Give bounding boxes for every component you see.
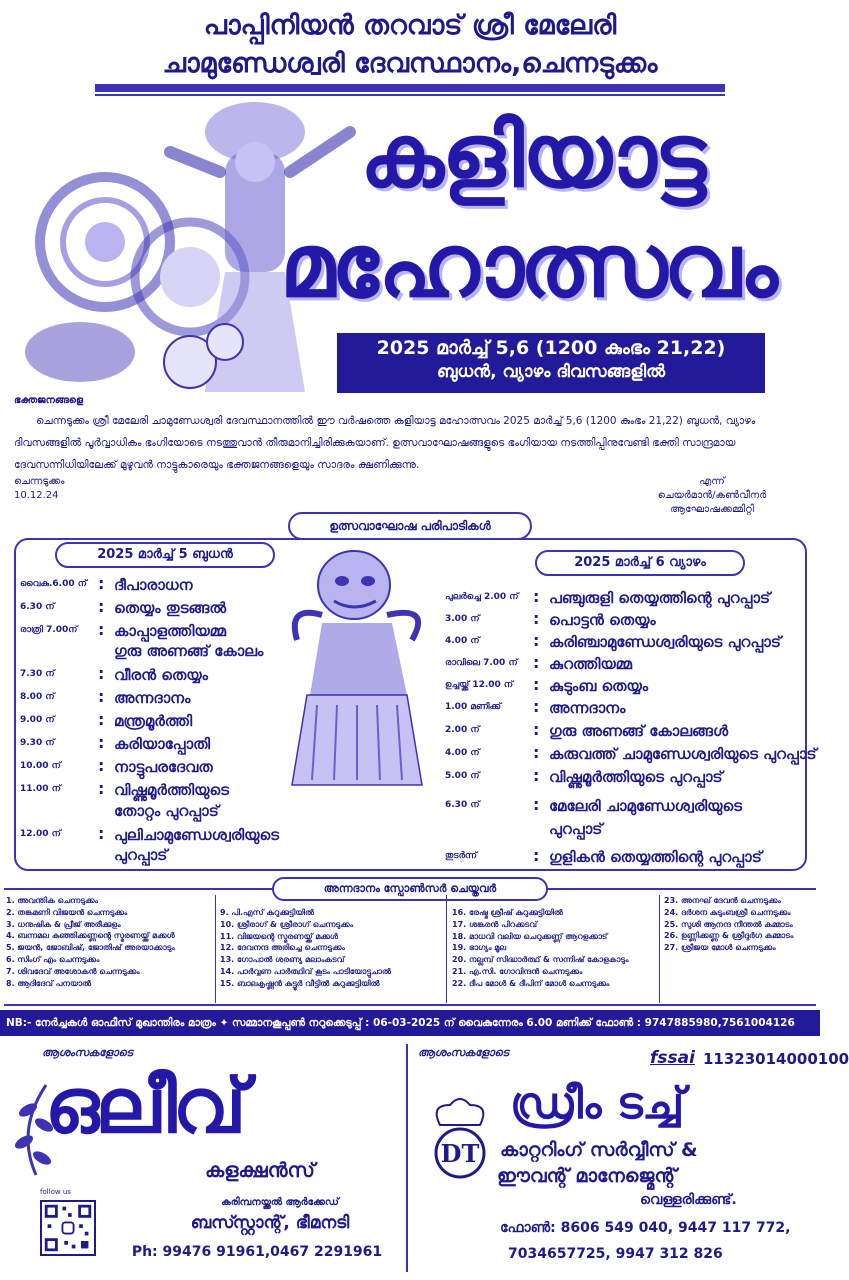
schedule-time: 4.00 ന് [445, 748, 480, 758]
schedule-time: 6.30 ന് [445, 800, 480, 810]
olive-phone: Ph: 99476 91961,0467 2291961 [131, 1244, 383, 1260]
schedule-time: 2.00 ന് [445, 725, 480, 735]
schedule-time: രാവിലെ 7.00 ന് [445, 658, 518, 668]
schedule-event: കുറത്തിയമ്മ [549, 655, 633, 673]
day1-heading: 2025 മാർച്ച് 5 ബുധൻ [55, 542, 275, 568]
olive-collections: കളക്ഷൻസ് [205, 1158, 315, 1182]
schedule-row: 9.30 ന് : കരിയാപ്പോതി [20, 733, 211, 753]
schedule-row: വൈകു.6.00 ന് : ദീപാരാധന [20, 574, 193, 594]
schedule-time: വൈകു.6.00 ന് [20, 579, 87, 589]
sponsor-entry: 1. അവന്തിക ചെന്നടുക്കം [6, 896, 98, 905]
sponsor-entry: 19. ഭാഗ്യം മൂല [452, 943, 507, 953]
sponsor-entry: 27. ശ്രീജയ മോൾ ചെന്നടുക്കം [664, 943, 776, 953]
schedule-event: വിഷ്ണുമൂർത്തിയുടെ പുറപ്പാട് [549, 768, 723, 786]
schedule-time: 6.30 ന് [20, 602, 55, 612]
schedule-event: കരുവത്ത് ചാമുണ്ഡേശ്വരിയുടെ പുറപ്പാട് [549, 745, 817, 763]
schedule-event: തോറ്റം പുറപ്പാട് [114, 802, 219, 820]
catering-phone-line2: 7034657725, 9947 312 826 [508, 1246, 723, 1262]
schedule-row [20, 640, 263, 662]
schedule-row: 6.30 ന് : മേലേരി ചാമുണ്ഡേശ്വരിയുടെ [445, 795, 742, 815]
place-date [14, 475, 64, 503]
schedule-time: തുടർന്ന് [445, 851, 478, 861]
sponsor-entry: 16. രേഷ്മ ശ്രീഷ് കുറുക്കുട്ടിയിൽ [452, 908, 563, 917]
nb-notice-bar: NB:- നേർച്ചകൾ ഓഫീസ് മുഖാന്തിരം മാത്രം ✦ സമ്മാനകൂപ്പൺ നറുക്കെടുപ്പ് : 06-03-2025 ന് വൈകുന്നേരം 6.00 മണിക്ക് ഫോൺ : 9747885980,7561004126 [0, 1010, 820, 1036]
schedule-event: വിഷ്ണുമൂർത്തിയുടെ [114, 781, 230, 799]
schedule-time [20, 844, 98, 849]
notice-date: 10.12.24 [14, 490, 59, 501]
schedule-time: പുലർച്ചെ 2.00 ന് [445, 592, 519, 602]
compliments-right: ആശംസകളോടെ [418, 1046, 509, 1059]
schedule-event: കരിഞ്ചാമുണ്ഡേശ്വരിയുടെ പുറപ്പാട് [549, 633, 781, 651]
olive-brand: ഒലീവ് [45, 1061, 243, 1150]
sponsor-entry: 3. ധനുഷിക & പ്രീജ് അരീക്കുളം [6, 919, 121, 929]
schedule-row: 4.00 ന് : കരിഞ്ചാമുണ്ഡേശ്വരിയുടെ പുറപ്പാട് [445, 631, 781, 651]
ads-divider [406, 1044, 408, 1272]
temple-name-line1: പാപ്പിനിയൻ തറവാട് ശ്രീ മേലേരി [203, 10, 617, 41]
schedule-event: അന്നദാനം [549, 699, 626, 717]
schedule-time [445, 818, 533, 823]
sign-role: ചെയർമാൻ/കൺവീനർ [657, 490, 767, 501]
sponsor-entry: 18. മാധവി വലിയ ചെറുക്കണ്ണ് ആറളക്കാട് [452, 931, 608, 941]
sign-prefix: എന്ന് [699, 476, 725, 487]
festival-title-word2: മഹോത്സവം [280, 214, 774, 317]
schedule-row: 8.00 ന് : അന്നദാനം [20, 687, 191, 707]
schedule-row: 9.00 ന് : മന്ത്രമൂർത്തി [20, 710, 193, 730]
sponsors-column-4 [664, 895, 816, 954]
olive-address-line2: ബസ്സ്റ്റാന്റ്, ഭീമനടി [190, 1213, 350, 1233]
sponsors-divider [446, 895, 447, 1003]
catering-place: വെള്ളരിക്കുണ്ട്. [640, 1192, 737, 1208]
sponsor-entry: 9. പി.എസ് കുറുക്കുട്ടിയിൽ [220, 908, 314, 917]
sponsor-entry: 2. തങ്കമണി വിജയൻ ചെന്നടുക്കം [6, 907, 128, 917]
schedule-row: രാവിലെ 7.00 ന് : കുറത്തിയമ്മ [445, 653, 633, 673]
sponsor-entry: 23. അനഘ് ദേവൻ ചെന്നടുക്കം [664, 896, 781, 905]
sponsor-entry: 4. ബന്നമല കുഞ്ഞിക്കണ്ണന്റെ സ്മരണയ്ക്ക് മക്കൾ [6, 931, 175, 941]
catering-phone-line1: ഫോൺ: 8606 549 040, 9447 117 772, [500, 1220, 791, 1236]
schedule-row: 2.00 ന് : ഗുരു അണങ്ങ് കോലങ്ങൾ [445, 720, 729, 740]
sponsor-entry: 15. ബാലകൃഷ്ണൻ കുട്ടൂർ വീട്ടിൽ കുറുക്കുട്ടിയിൽ [220, 978, 380, 988]
festival-date: 2025 മാർച്ച് 5,6 (1200 കുംഭം 21,22) [376, 337, 726, 359]
schedule-row [20, 800, 219, 822]
schedule-time: 9.30 ന് [20, 738, 55, 748]
sponsors-column-2 [220, 907, 445, 990]
schedule-row: 4.00 ന് : കരുവത്ത് ചാമുണ്ഡേശ്വരിയുടെ പുറപ്പാട് [445, 743, 817, 763]
greeting: ഭക്തജനങ്ങളെ [14, 395, 84, 406]
sponsor-entry: 22. ദീപ മോൾ & ദീപിന് മോൾ ചെന്നടുക്കം [452, 978, 610, 988]
schedule-time: 5.00 ന് [445, 771, 480, 781]
schedule-event: വീരൻ തെയ്യം [114, 666, 208, 684]
sponsor-entry: 25. സുശി ആനന്ദ നീന്തൽ കമ്മാടം [664, 919, 793, 929]
sponsor-entry: 6. സിംഗ് എം ചെന്നടുക്കം [6, 954, 100, 964]
schedule-row: ഉച്ചയ്ക്ക് 12.00 ന് : കുടുംബ തെയ്യം [445, 675, 649, 695]
qr-code-icon [40, 1200, 96, 1256]
schedule-time: 8.00 ന് [20, 692, 55, 702]
catering-line2: ഈവന്റ് മാനേജ്മെന്റ് [497, 1165, 677, 1187]
follow-us-label: follow us [40, 1188, 71, 1196]
dream-touch-brand: ഡ്രീം ടച്ച് [510, 1078, 685, 1129]
temple-name-line2: ചാമുണ്ഡേശ്വരി ദേവസ്ഥാനം,ചെന്നടുക്കം [162, 48, 658, 79]
schedule-time [20, 800, 98, 805]
schedule-row: 3.00 ന് : പൊട്ടൻ തെയ്യം [445, 609, 656, 629]
schedule-time: 4.00 ന് [445, 636, 480, 646]
sponsor-entry: 21. എ.സി. ഗോവിന്ദൻ ചെന്നടുക്കം [452, 966, 583, 976]
schedule-row: പുലർച്ചെ 2.00 ന് : പഞ്ചുരുളി തെയ്യത്തിന്റെ പുറപ്പാട് [445, 587, 771, 607]
schedule-event: കരിയാപ്പോതി [114, 735, 211, 753]
schedule-time: ഉച്ചയ്ക്ക് 12.00 ന് [445, 680, 514, 690]
schedule-event: പുറപ്പാട് [549, 820, 603, 838]
festival-days: ബുധൻ, വ്യാഴം ദിവസങ്ങളിൽ [436, 362, 666, 382]
program-title: ഉത്സവാഘോഷ പരിപാടികൾ [288, 512, 532, 540]
schedule-event: പൊട്ടൻ തെയ്യം [549, 611, 656, 629]
schedule-event: ഗുളികൻ തെയ്യത്തിന്റെ പുറപ്പാട് [549, 848, 762, 866]
schedule-time: രാത്രി 7.00ന് [20, 625, 78, 635]
schedule-row: 11.00 ന് : വിഷ്ണുമൂർത്തിയുടെ [20, 779, 230, 799]
schedule-event: പഞ്ചുരുളി തെയ്യത്തിന്റെ പുറപ്പാട് [549, 589, 771, 607]
signature-block [612, 475, 812, 517]
schedule-event: മേലേരി ചാമുണ്ഡേശ്വരിയുടെ [549, 797, 742, 815]
theyyam-figure-image [282, 545, 440, 790]
schedule-row: 1.00 മണിക്ക് : അന്നദാനം [445, 697, 626, 717]
schedule-row: 7.30 ന് : വീരൻ തെയ്യം [20, 664, 208, 684]
schedule-time [20, 640, 98, 645]
schedule-time: 12.00 ന് [20, 829, 61, 839]
schedule-event: അന്നദാനം [114, 689, 191, 707]
schedule-row: 12.00 ന് : പുലിചാമുണ്ഡേശ്വരിയുടെ [20, 824, 279, 844]
schedule-time: 10.00 ന് [20, 761, 61, 771]
sponsor-entry: 10. ശ്രീരാഗ് & ശ്രീരാഗ് ചെന്നടുക്കം [220, 919, 354, 929]
schedule-row [20, 844, 167, 866]
catering-line1: കാറ്ററിംഗ് സർവ്വീസ് & [500, 1139, 698, 1161]
svg-text:DT: DT [440, 1139, 480, 1168]
schedule-event: മന്ത്രമൂർത്തി [114, 712, 193, 730]
schedule-event: ഗുരു അണങ്ങ് കോലം [114, 642, 264, 660]
compliments-left: ആശംസകളോടെ [42, 1046, 133, 1059]
sponsor-entry: 20. നല്ലമ്പ് സിദ്ധാർത്ഥ് & സന്നിഷ് കോളകാടും [452, 955, 629, 965]
sign-committee: ആഘോഷക്കമ്മിറ്റി [670, 504, 754, 515]
schedule-time: 7.30 ന് [20, 669, 55, 679]
sponsor-entry: 8. ആദിദേവ് പനയാൽ [6, 978, 92, 988]
schedule-row [445, 818, 602, 840]
olive-address-line1: കരിമ്പനയ്ക്കൽ ആർക്കേഡ് [221, 1197, 339, 1208]
schedule-event: ദീപാരാധന [114, 576, 193, 594]
schedule-row: 10.00 ന് : നാട്ടുപരദേവത [20, 756, 213, 776]
sponsor-entry: 24. ദർശന കുടുംബശ്രീ ചെന്നടുക്കം [664, 907, 791, 917]
sponsor-entry: 14. പാർവ്വണ പാർത്ഥിവ് കൂടം പാടിയോട്ടുചാൽ [220, 966, 391, 976]
schedule-event: പുലിചാമുണ്ഡേശ്വരിയുടെ [114, 826, 279, 844]
schedule-time: 9.00 ന് [20, 715, 55, 725]
fssai-label: fssai [650, 1048, 695, 1068]
day2-heading: 2025 മാർച്ച് 6 വ്യാഴം [535, 550, 745, 576]
schedule-time: 1.00 മണിക്ക് [445, 702, 502, 712]
header-divider [95, 84, 725, 92]
sponsor-entry: 5. ജയൻ, ജോബിഷ്, ജോതിഷ് അരയാക്കാടും [6, 943, 175, 953]
sponsors-column-1 [6, 895, 211, 989]
schedule-time: 3.00 ന് [445, 614, 480, 624]
fssai-number: 11323014000100 [703, 1050, 849, 1068]
chef-hat-icon [425, 1095, 495, 1185]
sponsors-title: അന്നദാനം സ്പോൺസർ ചെയ്തവർ [272, 877, 548, 901]
schedule-row: 6.30 ന് : തെയ്യം തുടങ്ങൽ [20, 597, 227, 617]
festival-title-word1: കളിയാട്ട [360, 104, 704, 207]
sponsor-entry: 13. ഗോപാൽ ശരണ്യ മലാംകടവ് [220, 955, 345, 965]
sponsor-entry: 7. ശിവദേവ് അശോകൻ ചെന്നടുക്കം [6, 966, 140, 976]
schedule-event: പുറപ്പാട് [114, 846, 168, 864]
schedule-event: കുടുംബ തെയ്യം [549, 677, 649, 695]
schedule-row: 5.00 ന് : വിഷ്ണുമൂർത്തിയുടെ പുറപ്പാട് [445, 766, 723, 786]
schedule-event: കാപ്പാളത്തിയമ്മ [114, 622, 227, 640]
invitation-paragraph: ചെന്നടുക്കം ശ്രീ മേലേരി ചാമുണ്ഡേശ്വരി ദേവസ്ഥാനത്തിൽ ഈ വർഷത്തെ കളിയാട്ട മഹോത്സവം 2025 മാർച്ച് 5,6 (1200 കുംഭം 21,22) ബുധൻ, വ്യാഴം ദിവസങ്ങളിൽ പൂർവ്വാധികം ഭംഗിയോടെ നടത്തുവാൻ തീരുമാനിച്ചിരിക്കുകയാണ്. ഉത്സവാഘോഷങ്ങളുടെ ഭംഗിയായ നടത്തിപ്പിനുവേണ്ടി ഭക്തി സാന്ദ്രമായ ദേവസന്നിധിയിലേക്ക് മുഴുവൻ നാട്ടുകാരെയും ഭക്തജനങ്ങളെയും സാദരം ക്ഷണിക്കുന്നു. [14, 415, 756, 471]
schedule-row: തുടർന്ന് : ഗുളികൻ തെയ്യത്തിന്റെ പുറപ്പാട് [445, 846, 762, 866]
schedule-event: തെയ്യം തുടങ്ങൽ [114, 599, 227, 617]
place: ചെന്നടുക്കം [14, 476, 65, 487]
sponsors-column-3 [452, 907, 657, 990]
sponsors-divider [659, 895, 660, 1003]
schedule-event: ഗുരു അണങ്ങ് കോലങ്ങൾ [549, 722, 729, 740]
sponsor-entry: 17. ശങ്കരൻ പിറക്കടവ് [452, 919, 538, 929]
sponsors-divider [215, 895, 216, 1003]
schedule-row: രാത്രി 7.00ന് : കാപ്പാളത്തിയമ്മ [20, 620, 227, 640]
festival-date-banner [337, 333, 765, 393]
schedule-time: 11.00 ന് [20, 784, 61, 794]
sponsor-entry: 12. ദേവനന്ദ അരിച്ചെ ചെന്നടുക്കം [220, 943, 345, 953]
sponsor-entry: 26. ഉണ്ണിക്കണ്ണ & ശ്രീദുർഗ കമ്മാടം [664, 931, 794, 941]
schedule-event: നാട്ടുപരദേവത [114, 758, 213, 776]
sponsor-entry: 11. വിജയന്റെ സ്മരണയ്ക്ക് മക്കൾ [220, 931, 338, 941]
